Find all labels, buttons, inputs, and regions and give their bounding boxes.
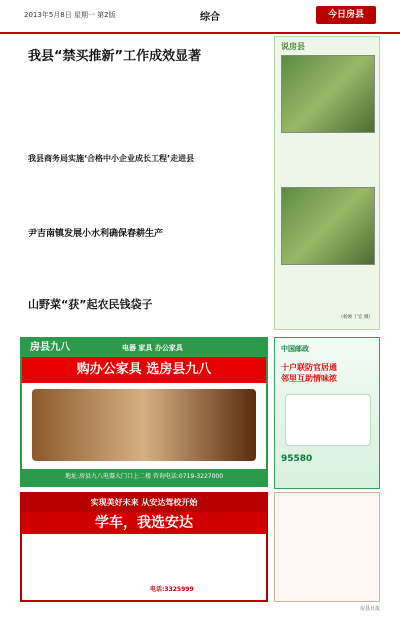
driving-school-ad [20,492,268,602]
school-body-right [150,540,262,580]
footer-page: 房县日报 [359,606,380,612]
furniture-ad [20,337,268,487]
furniture-image [32,389,256,461]
school-title-top: 实现美好未来 从安达驾校开始 [22,494,266,512]
furniture-slogan: 购办公家具 选房县九八 [22,357,266,383]
feature-photo-bottom [281,187,375,265]
classified-ad [274,492,380,602]
article-body-2a [20,168,98,220]
article-body-4b [101,314,179,336]
article-body-3a [20,242,98,290]
furniture-subtitle: 电器 家具 办公家具 [122,344,183,352]
article-headline-2: 我县商务局实施‘合格中小企业成长工程’走进县 [28,154,195,163]
issue-date: 2013年5月8日 星期一 第2版 [24,11,116,19]
bank-headline: 十户联防官居通 邻里互助情味浓 [281,363,337,383]
article-body-3b [101,242,179,290]
article-body-4a [20,314,98,336]
article-body-1a [20,68,96,140]
bank-ad [274,337,380,489]
furniture-brand: 房县九八 [22,339,266,357]
article-body-1c [180,68,256,140]
bank-phone-illustration [285,394,371,446]
feature-title: 说房县 [281,42,305,51]
article-body-2c [182,168,260,220]
feature-caption-credit: （杨俊 丁宏 摄） [338,315,373,320]
feature-photo-caption-bottom [281,269,375,315]
right-feature-panel [274,36,380,330]
school-title-bottom: 学车，我选安达 [22,512,266,534]
classified-text [281,499,375,595]
article-body-4c [182,314,260,336]
header-bar [0,0,400,34]
article-body-2b [101,168,179,220]
article-body-1b [100,68,176,140]
article-body-3c [182,242,260,290]
school-body-left [30,540,142,594]
section-title: 综合 [200,12,220,23]
feature-photo-top [281,55,375,133]
article-headline-1: 我县“禁买推新”工作成效显著 [28,49,202,64]
furniture-address: 地址:房县九八电器大门口上二楼 咨询电话:0719-3227000 [22,469,266,485]
bank-phone: 95580 [281,454,313,464]
feature-photo-caption-top [281,137,375,171]
bank-brand: 中国邮政 [281,345,309,353]
newspaper-logo: 今日房县 [316,6,376,24]
article-headline-3: 尹吉南镇发展小水利确保春耕生产 [28,229,164,239]
school-phone: 电话:3325999 [150,586,194,593]
article-headline-4: 山野菜“获”起农民钱袋子 [28,298,153,311]
